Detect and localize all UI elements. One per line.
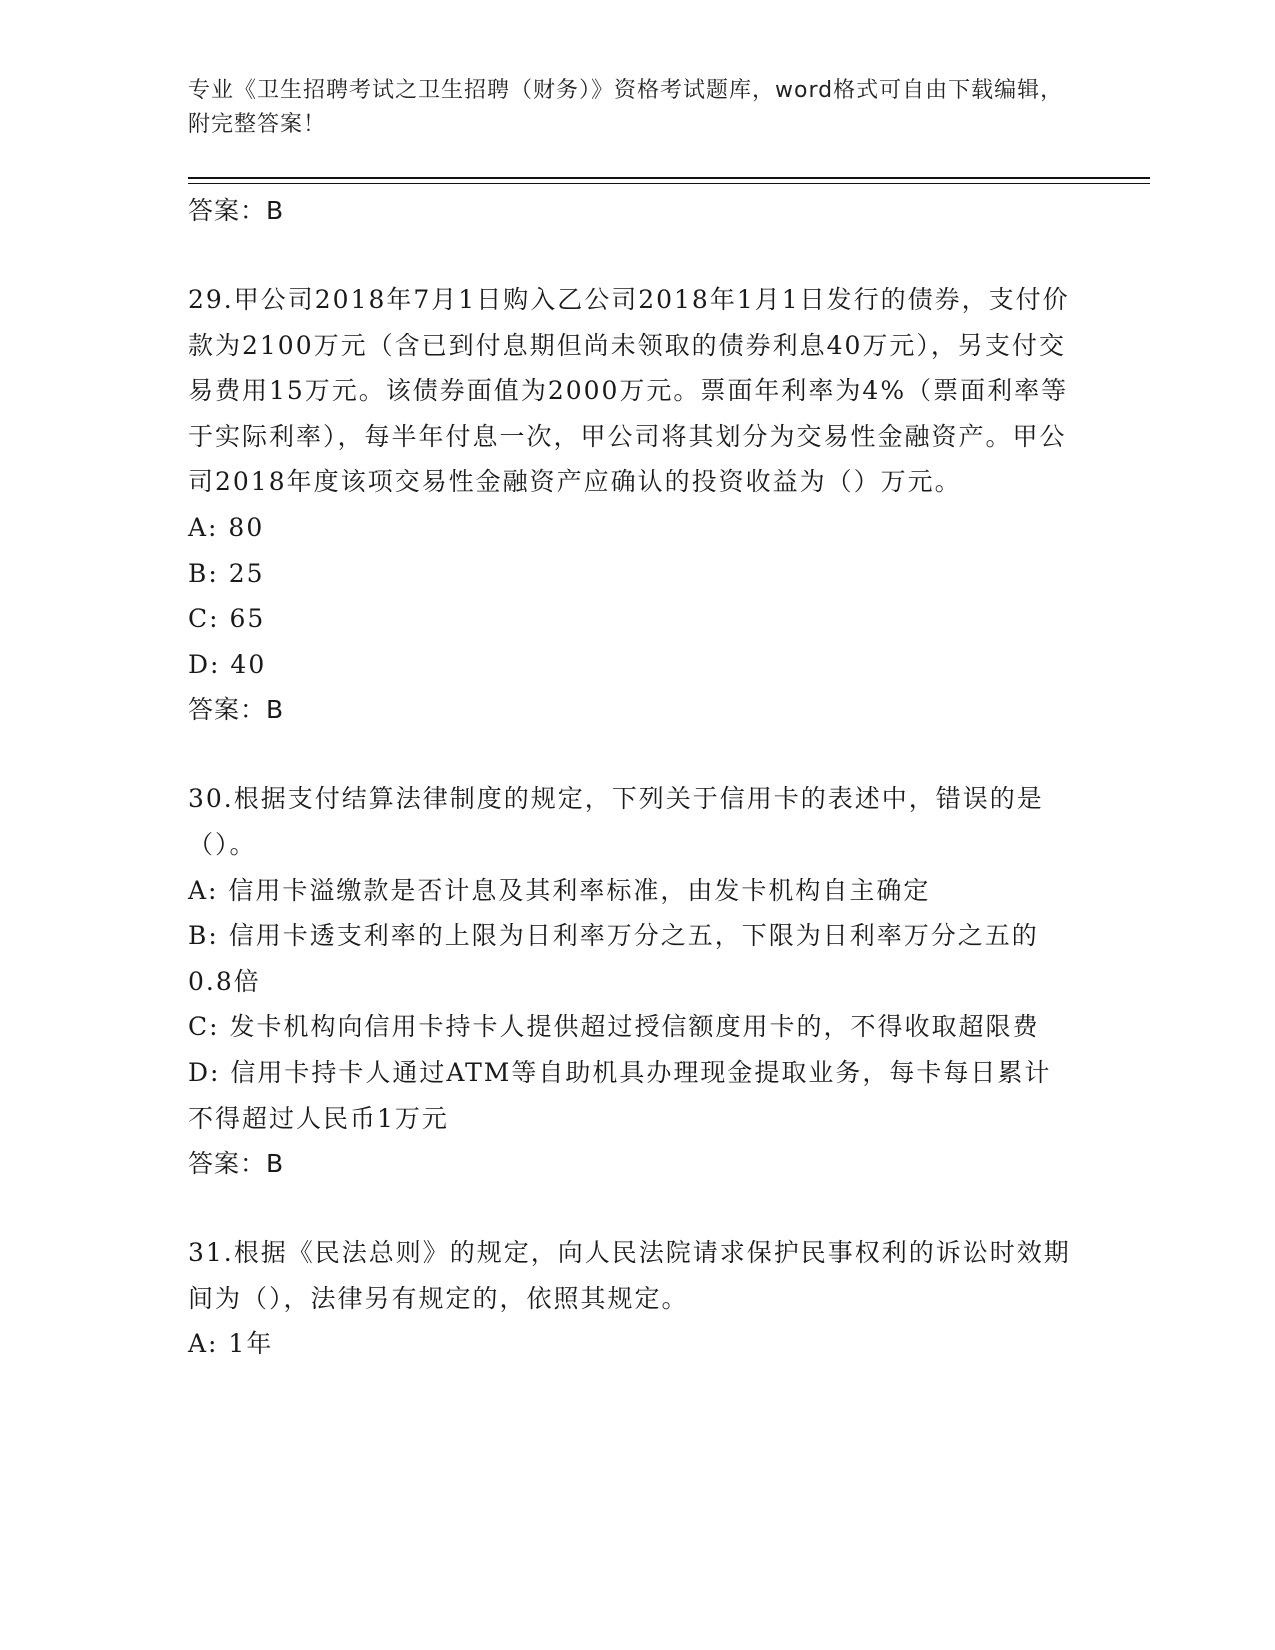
question-29 <box>188 277 1078 732</box>
header-rule-thin <box>188 183 1150 184</box>
option-a: A: 80 <box>188 512 265 542</box>
option-b: B: 信用卡透支利率的上限为日利率万分之五，下限为日利率万分之五的0.8倍 <box>188 921 1039 996</box>
option-c: C: 65 <box>188 604 266 634</box>
option-a: A: 1年 <box>188 1329 274 1359</box>
question-30 <box>188 776 1078 1186</box>
document-header: 专业《卫生招聘考试之卫生招聘（财务）》资格考试题库，word格式可自由下载编辑，附完整答案！ <box>188 78 1064 137</box>
answer-line: 答案：B <box>188 196 285 225</box>
option-d: D: 40 <box>188 649 267 679</box>
option-a: A: 信用卡溢缴款是否计息及其利率标准，由发卡机构自主确定 <box>188 875 931 905</box>
question-content <box>188 188 1078 1367</box>
answer-line: 答案：B <box>188 695 285 725</box>
question-stem: 29.甲公司2018年7月1日购入乙公司2018年1月1日发行的债券，支付价款为2100万元（含已到付息期但尚未领取的债券利息40万元），另支付交易费用15万元。该债券面值为2000万元。票面年利率为4%（票面利率等于实际利率），每半年付息一次，甲公司将其划分为交易性金融资产。甲公司2018年度该项交易性金融资产应确认的投资收益为（）万元。 <box>188 285 1070 497</box>
answer-line: 答案：B <box>188 1149 285 1179</box>
option-b: B: 25 <box>188 558 265 588</box>
option-c: C: 发卡机构向信用卡持卡人提供超过授信额度用卡的，不得收取超限费 <box>188 1012 1040 1042</box>
option-d: D: 信用卡持卡人通过ATM等自助机具办理现金提取业务，每卡每日累计不得超过人民币1万元 <box>188 1057 1052 1133</box>
header-rule-thick <box>188 177 1150 179</box>
question-stem: 31.根据《民法总则》的规定，向人民法院请求保护民事权利的诉讼时效期间为（），法律另有规定的，依照其规定。 <box>188 1238 1071 1313</box>
question-31 <box>188 1230 1078 1367</box>
question-stem: 30.根据支付结算法律制度的规定，下列关于信用卡的表述中，错误的是（）。 <box>188 784 1044 859</box>
